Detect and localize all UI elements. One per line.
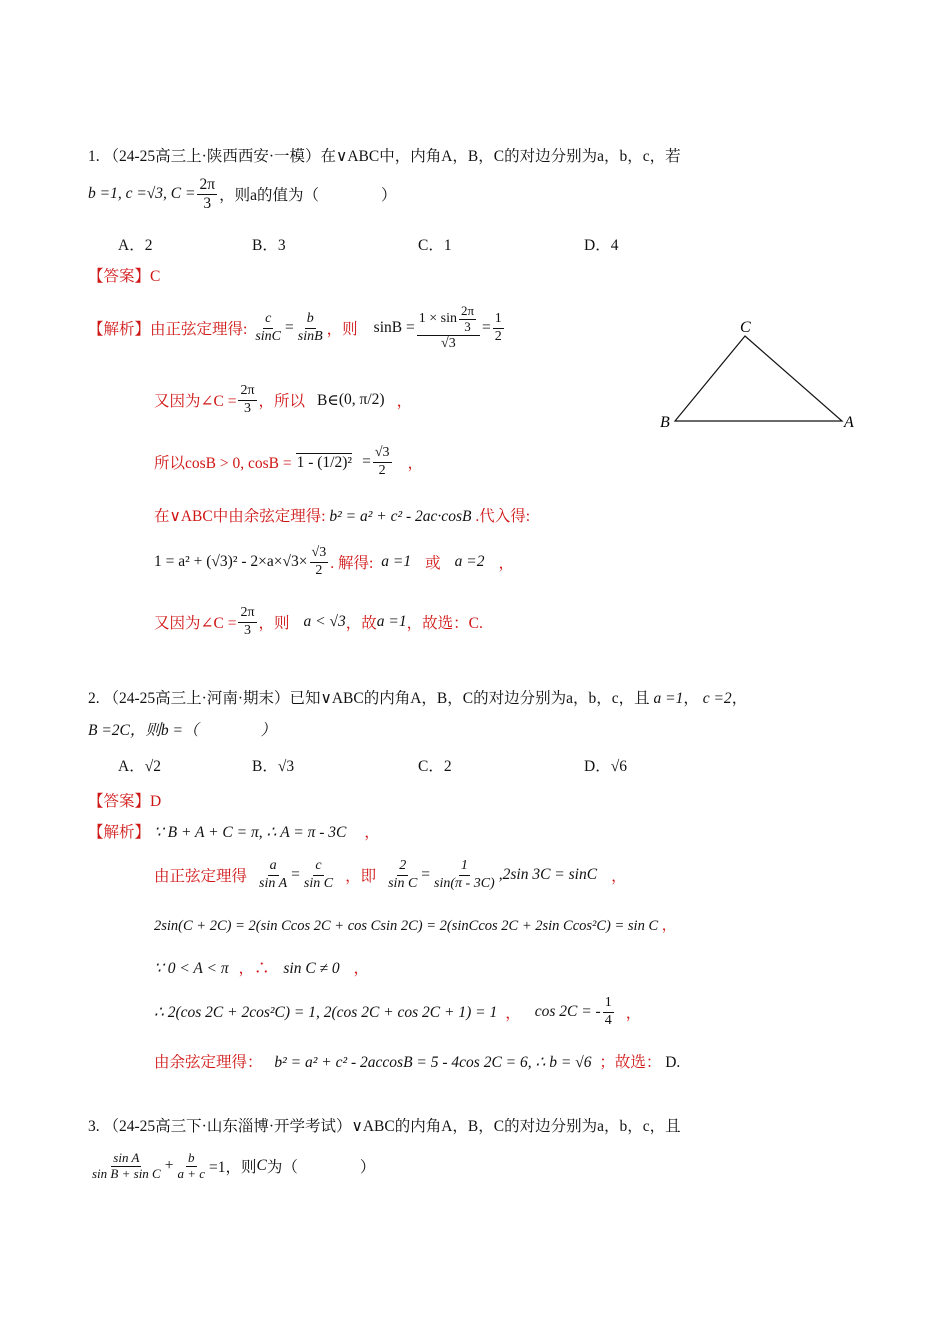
q1-l5-frac [310,545,329,578]
q3-tail: 为（ ） [266,1159,376,1176]
q2-l3-formula: 2sin(C + 2C) = 2(sin Ccos 2C + cos Csin 2C) = 2(sinCcos 2C + 2sin Ccos²C) = sin C [154,918,659,934]
q1-l1-frac1-den: sinC [255,328,282,344]
q1-l6-frac-num: 2π [238,605,256,622]
q1-l4-text: 在∨ABC中由余弦定理得: [154,508,326,525]
q2-l2-text: 由正弦定理得 [154,868,248,885]
q2-l2-frac2-num: c [313,858,323,875]
q2-stem-line1: 2. （24-25高三上·河南·期末）已知∨ABC的内角A，B，C的对边分别为a，b，c，且 a =1， c =2， [88,690,748,707]
q1-frac-num: 2π [199,176,216,193]
q3-plus: + [164,1157,174,1174]
q1-answer-label: 【答案】 [88,268,151,285]
q2-l2-frac3-den: sin C [388,875,418,891]
q2-option-d: D．√6 [584,758,627,775]
q2-answer-label: 【答案】 [88,793,151,810]
q3-frac1-den: sin B + sin C [92,1165,161,1181]
q3-frac1-num: sin A [113,1149,140,1165]
q1-l1-bigfrac-den: √3 [441,335,456,351]
q1-l1-then: ，则 [326,321,358,338]
q1-stem-text: 在∨ABC中，内角A，B，C的对边分别为a，b，c，若 [320,148,681,165]
q2-number: 2. [88,690,100,707]
q1-l1-subfrac-num: 2π [460,303,475,319]
q1-l3-result-den: 2 [378,462,386,478]
q1-l1-frac2 [296,311,325,344]
q2-cond1: a =1 [653,690,684,707]
q2-answer-value: D [150,793,162,810]
q3-tail-var: C [256,1157,267,1174]
q1-l2-interval: (0, π/2) [338,391,385,408]
q1-l2-text: 又因为∠C = [154,393,237,410]
q2-l6-answer: D. [665,1054,681,1071]
q1-l6-frac-den: 3 [243,622,251,638]
q1-l1-result-num: 1 [493,311,504,328]
q2-analysis-line1 [88,820,380,842]
q1-l6-res: a =1 [376,613,407,630]
q1-l1-result [493,311,504,344]
q1-stem-tail: ，则a的值为（ ） [219,187,397,205]
q2-l2-frac1 [257,858,289,891]
q2-l6-formula: b² = a² + c² - 2accosB = 5 - 4cos 2C = 6, ∴ b = √6 [274,1054,592,1071]
q1-l5-end: ， [498,555,514,572]
q2-l2-end: ， [611,868,627,885]
q1-l1-frac1 [253,311,283,344]
q1-l3-result [373,445,392,478]
q3-stem-line2 [88,1144,375,1188]
q2-l5-frac-num: 1 [603,995,614,1012]
q1-l6-text: 又因为∠C = [154,615,237,632]
q2-analysis-line4 [154,956,369,978]
q2-analysis-line6 [154,1050,680,1072]
q1-l6-so: ，故 [345,615,377,632]
q2-l5-frac-den: 4 [604,1012,612,1028]
q1-analysis-line2 [154,378,412,422]
q1-frac-den: 3 [203,194,212,212]
q1-option-d: D．4 [584,237,619,254]
q3-frac2 [175,1151,207,1182]
q1-l5-solve: . 解得: [330,555,374,572]
q1-l1-sinb: sinB = [373,319,415,336]
q1-l6-ineq: a < √3 [303,613,346,630]
q2-l5-end: ， [625,1005,642,1022]
q1-l3-result-num: √3 [373,445,392,462]
q1-l2-frac-den: 3 [243,400,251,416]
q3-source: （24-25高三下·山东淄博·开学考试） [103,1118,352,1135]
q1-l4-formula: b² = a² + c² - 2ac·cosB [329,508,472,525]
q3-stem-line1 [88,1114,681,1136]
q2-l4-mid: ，∴ [238,960,270,977]
q2-l4-tail: sin C ≠ 0 [283,960,340,977]
q2-l1-end: ， [364,824,380,841]
q2-option-a: A．√2 [118,758,161,775]
q2-l2-frac4 [432,858,497,891]
q1-analysis-line3 [154,440,423,484]
q1-option-c: C．1 [418,237,452,254]
q1-l1-subfrac-den: 3 [464,318,471,334]
q1-analysis-line4 [154,504,530,526]
q2-l5-frac [603,995,614,1028]
q1-l4-tail: .代入得: [475,508,531,525]
q1-l1-subfrac [459,304,476,335]
q1-l2-mid: ，所以 [258,393,306,410]
q1-l3-text: 所以cosB > 0, cosB = [154,455,292,472]
q1-l6-frac [238,605,256,638]
q2-stem-text: 已知∨ABC的内角A，B，C的对边分别为a，b，c，且 [289,690,650,707]
q2-analysis-line2: 由正弦定理得 $\frac{a}{\text{sin A}}$ = $\frac{c}{\text{sin C}}$ ，即 $\frac{2}{\text{sin C}}$ = $\frac{1}{\sin(\pi - 3C)}$ ,2sin 3C = sinC ， [154,858,627,891]
q1-l1-frac1-num: c [263,311,273,328]
q1-l1-frac2-den: sinB [297,328,323,344]
q2-l2-frac3-num: 2 [397,858,408,875]
q1-stem-line1 [88,144,681,166]
q2-l4-formula: ∵ 0 < A < π [154,960,229,977]
q3-eq: =1，则 [209,1159,257,1176]
q1-l1-result-den: 2 [494,328,502,344]
q1-number: 1. [88,148,100,165]
vertex-c-label: C [740,319,751,336]
q2-l3-end: ， [661,918,677,934]
q2-l2-frac1-num: a [268,858,279,875]
q1-analysis-line1: 【解析】 由正弦定理得: $\frac{c}{\sin C}$ = $\frac{b}{\sin B}$ ，则 sinB = 1 × sin $\frac{2\pi}{3}$ √3 = $\frac{1}{2}$ [88,303,502,351]
q3-frac2-num: b [188,1149,195,1165]
q2-analysis-label: 【解析】 [88,824,151,841]
q1-condition: b =1, c =√3, C = [88,185,196,203]
q2-l5-res: cos 2C = - [534,1003,601,1020]
triangle-shape [675,336,842,421]
q1-l2-expr: B∈ [317,391,339,409]
q1-source: （24-25高三上·陕西西安·一模） [103,148,321,165]
q1-l5-or: 或 [425,555,441,572]
q2-l2-frac2 [302,858,335,891]
q2-l2-frac1-den: sin A [259,875,288,891]
q1-answer [88,264,160,286]
q1-analysis-line5 [154,540,514,584]
q1-l3-eq: = [362,453,371,470]
q3-frac1 [90,1151,163,1182]
triangle-figure [650,312,870,437]
q3-frac2-den: a + c [177,1165,206,1181]
q2-l2-tail: ,2sin 3C = sinC [498,866,598,883]
q2-l6-tail: ；故选： [599,1054,662,1071]
q1-l2-frac-num: 2π [238,383,256,400]
q3-number: 3. [88,1118,100,1135]
q1-l3-sqrt: 1 - (1/2)² [296,453,353,471]
q1-l1-frac2-num: b [305,311,316,328]
q2-l4-end: ， [353,960,370,977]
q2-l2-frac2-den: sin C [303,875,334,891]
q1-l1-text: 由正弦定理得: [150,321,248,338]
q2-option-b: B．√3 [252,758,295,775]
q1-l6-then: ，则 [258,615,290,632]
q2-analysis-line5 [154,990,641,1034]
q2-analysis-line3 [154,914,676,935]
q2-l2-mid: ，即 [345,868,377,885]
q1-l1-bigfrac-num [417,304,480,336]
q2-stem-line2: B =2C，则b =（ ） [88,722,276,739]
q1-option-b: B．3 [252,237,286,254]
q2-answer [88,789,161,811]
q1-answer-value: C [150,268,161,285]
q2-l5-formula: ∴ 2(cos 2C + 2cos²C) = 1, 2(cos 2C + cos 2C + 1) = 1 [154,1003,498,1021]
q1-l1-bigfrac [417,304,480,352]
q1-analysis-label: 【解析】 [88,321,151,338]
q2-option-c: C．2 [418,758,452,775]
q1-l6-choose: ，故选：C. [406,615,483,632]
q1-option-a: A．2 [118,237,153,254]
q2-l5-mid: ， [505,1005,521,1022]
q1-l5-root1: a =1 [381,553,412,570]
vertex-b-label: B [660,414,670,431]
q2-l2-frac4-den: sin(π - 3C) [434,875,495,891]
q1-l2-end: ， [396,393,413,410]
q1-l3-end: ， [407,455,424,472]
q1-angle-fraction [197,176,217,213]
q2-l2-frac3 [386,858,419,891]
q1-stem-line2 [88,176,396,213]
q1-l2-frac [238,383,256,416]
q3-stem-text: ∨ABC的内角A，B，C的对边分别为a，b，c，且 [351,1118,681,1135]
q2-cond2: c =2 [702,690,732,707]
q1-l5-frac-den: 2 [315,562,323,578]
q2-l2-frac4-num: 1 [459,858,470,875]
q2-l1-formula: ∵ B + A + C = π, ∴ A = π - 3C [153,824,347,841]
q2-l6-text: 由余弦定理得： [154,1054,263,1071]
q2-source: （24-25高三上·河南·期末） [103,690,290,707]
q1-l5-frac-num: √3 [310,545,329,562]
q1-l5-root2: a =2 [454,553,485,570]
q1-analysis-line6 [154,600,483,644]
q1-l5-formula: 1 = a² + (√3)² - 2×a×√3× [154,553,308,570]
vertex-a-label: A [844,414,854,431]
q1-l1-bigfrac-num-text: 1 × sin [418,311,457,327]
